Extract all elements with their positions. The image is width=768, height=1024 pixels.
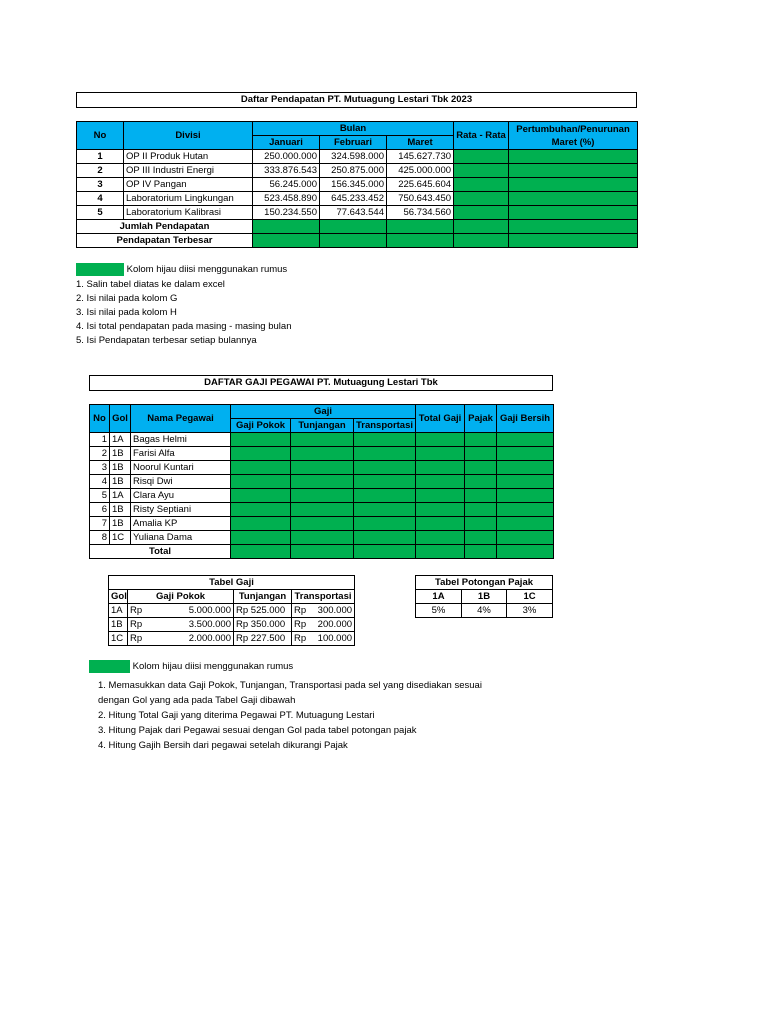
formula-cell[interactable] [497, 545, 554, 559]
total-row [90, 545, 554, 559]
formula-cell[interactable] [509, 220, 638, 234]
salary-table [89, 404, 554, 559]
formula-cell[interactable] [291, 545, 354, 559]
formula-cell[interactable] [416, 433, 465, 447]
table-row: 4 1B Risqi Dwi [90, 475, 554, 489]
formula-cell[interactable] [497, 489, 554, 503]
formula-cell[interactable] [497, 475, 554, 489]
formula-cell[interactable] [465, 447, 497, 461]
table-row: 1A Rp 5.000.000 Rp 525.000 Rp 300.000 [109, 604, 355, 618]
formula-cell[interactable] [465, 545, 497, 559]
header-no: No [77, 122, 124, 150]
formula-cell[interactable] [354, 531, 416, 545]
total-row [77, 220, 638, 234]
formula-cell[interactable] [291, 531, 354, 545]
formula-cell[interactable] [509, 192, 638, 206]
table-row: 1 OP II Produk Hutan 250.000.000 324.598.000 145.627.730 [77, 150, 638, 164]
formula-cell[interactable] [454, 206, 509, 220]
table-row: 2 1B Farisi Alfa [90, 447, 554, 461]
formula-cell[interactable] [497, 461, 554, 475]
formula-cell[interactable] [291, 447, 354, 461]
tabel-gaji-title: Tabel Gaji [109, 576, 355, 590]
formula-cell[interactable] [291, 503, 354, 517]
formula-cell[interactable] [497, 447, 554, 461]
header-no: No [90, 405, 110, 433]
table-row: 4 Laboratorium Lingkungan 523.458.890 645.233.452 750.643.450 [77, 192, 638, 206]
tabel-pajak-title: Tabel Potongan Pajak [416, 576, 553, 590]
formula-cell[interactable] [320, 234, 387, 248]
header-tunjangan: Tunjangan [291, 419, 354, 433]
formula-cell[interactable] [509, 150, 638, 164]
formula-cell[interactable] [387, 220, 454, 234]
table-row: 1C Rp 2.000.000 Rp 227.500 Rp 100.000 [109, 632, 355, 646]
formula-cell[interactable] [231, 461, 291, 475]
formula-cell[interactable] [465, 475, 497, 489]
table-row: 2 OP III Industri Energi 333.876.543 250.875.000 425.000.000 [77, 164, 638, 178]
header-pertumbuhan: Pertumbuhan/Penurunan Maret (%) [509, 122, 638, 150]
formula-cell[interactable] [253, 220, 320, 234]
formula-cell[interactable] [231, 517, 291, 531]
formula-cell[interactable] [231, 433, 291, 447]
formula-cell[interactable] [509, 206, 638, 220]
header-transportasi: Transportasi [354, 419, 416, 433]
formula-cell[interactable] [465, 531, 497, 545]
formula-cell[interactable] [291, 475, 354, 489]
formula-cell[interactable] [354, 461, 416, 475]
formula-cell[interactable] [291, 433, 354, 447]
formula-cell[interactable] [416, 447, 465, 461]
formula-cell[interactable] [497, 517, 554, 531]
formula-cell[interactable] [509, 178, 638, 192]
formula-cell[interactable] [231, 475, 291, 489]
table-row: 5 1A Clara Ayu [90, 489, 554, 503]
table-row: 5 Laboratorium Kalibrasi 150.234.550 77.643.544 56.734.560 [77, 206, 638, 220]
table-row: 1B Rp 3.500.000 Rp 350.000 Rp 200.000 [109, 618, 355, 632]
formula-cell[interactable] [454, 234, 509, 248]
header-rata-rata: Rata - Rata [454, 122, 509, 150]
formula-cell[interactable] [416, 503, 465, 517]
formula-cell[interactable] [454, 178, 509, 192]
formula-cell[interactable] [497, 433, 554, 447]
formula-cell[interactable] [454, 192, 509, 206]
revenue-table-title: Daftar Pendapatan PT. Mutuagung Lestari Tbk 2023 [76, 92, 637, 108]
formula-cell[interactable] [465, 489, 497, 503]
instructions-2: 1. Memasukkan data Gaji Pokok, Tunjangan, Transportasi pada sel yang disediakan sesuai dengan Gol yang ada pada Tabel Gaji dibawah 2. Hitung Total Gaji yang diterima Pegawai PT. Mutuagung Lestari 3. Hitung Pajak dari Pegawai sesuai dengan Gol pada tabel potongan pajak 4. Hitung Gajih Bersih dari pegawai setelah dikurangi Pajak [98, 680, 482, 751]
formula-cell[interactable] [354, 489, 416, 503]
table-row: 6 1B Risty Septiani [90, 503, 554, 517]
header-pajak: Pajak [465, 405, 497, 433]
formula-cell[interactable] [465, 433, 497, 447]
formula-cell[interactable] [354, 475, 416, 489]
formula-cell[interactable] [416, 545, 465, 559]
formula-cell[interactable] [465, 461, 497, 475]
formula-cell[interactable] [354, 433, 416, 447]
formula-cell[interactable] [416, 517, 465, 531]
tabel-potongan-pajak: Tabel Potongan Pajak 1A 1B 1C 5% 4% 3% [415, 575, 553, 618]
header-maret: Maret [387, 136, 454, 150]
formula-cell[interactable] [231, 531, 291, 545]
total-label: Total [90, 545, 231, 559]
formula-cell[interactable] [231, 447, 291, 461]
table-row: 5% 4% 3% [416, 604, 553, 618]
header-divisi: Divisi [124, 122, 253, 150]
formula-cell[interactable] [454, 150, 509, 164]
jumlah-pendapatan-label: Jumlah Pendapatan [77, 220, 253, 234]
formula-cell[interactable] [416, 461, 465, 475]
legend-1: Kolom hijau diisi menggunakan rumus [76, 263, 287, 277]
formula-cell[interactable] [416, 475, 465, 489]
formula-cell[interactable] [354, 517, 416, 531]
formula-cell[interactable] [465, 517, 497, 531]
formula-cell[interactable] [291, 461, 354, 475]
formula-cell[interactable] [387, 234, 454, 248]
formula-cell[interactable] [509, 164, 638, 178]
table-row: 3 OP IV Pangan 56.245.000 156.345.000 225.645.604 [77, 178, 638, 192]
formula-cell[interactable] [497, 531, 554, 545]
revenue-table [76, 121, 638, 248]
green-swatch [76, 263, 124, 276]
pendapatan-terbesar-label: Pendapatan Terbesar [77, 234, 253, 248]
green-swatch [89, 660, 130, 673]
header-bulan: Bulan [253, 122, 454, 136]
formula-cell[interactable] [354, 503, 416, 517]
header-total-gaji: Total Gaji [416, 405, 465, 433]
header-gaji-pokok: Gaji Pokok [231, 419, 291, 433]
table-row: 3 1B Noorul Kuntari [90, 461, 554, 475]
header-nama: Nama Pegawai [131, 405, 231, 433]
formula-cell[interactable] [320, 220, 387, 234]
header-gaji-bersih: Gaji Bersih [497, 405, 554, 433]
salary-table-title: DAFTAR GAJI PEGAWAI PT. Mutuagung Lestari Tbk [89, 375, 553, 391]
table-row: 7 1B Amalia KP [90, 517, 554, 531]
header-januari: Januari [253, 136, 320, 150]
tabel-gaji: Tabel Gaji Gol Gaji Pokok Tunjangan Transportasi 1A Rp 5.000.000 Rp 525.000 Rp 300.000 1B Rp 3.500.000 Rp 350.000 Rp 200.000 1C Rp 2.000.000 Rp 227.500 Rp 100.000 [108, 575, 355, 646]
formula-cell[interactable] [291, 489, 354, 503]
formula-cell[interactable] [454, 164, 509, 178]
legend-2: Kolom hijau diisi menggunakan rumus [89, 660, 293, 674]
formula-cell[interactable] [416, 531, 465, 545]
formula-cell[interactable] [497, 503, 554, 517]
formula-cell[interactable] [354, 545, 416, 559]
header-februari: Februari [320, 136, 387, 150]
formula-cell[interactable] [231, 545, 291, 559]
formula-cell[interactable] [354, 447, 416, 461]
header-gol: Gol [110, 405, 131, 433]
instructions-1: 1. Salin tabel diatas ke dalam excel 2. Isi nilai pada kolom G 3. Isi nilai pada kolom H 4. Isi total pendapatan pada masing - masing bulan 5. Isi Pendapatan terbesar setiap bulannya [76, 279, 292, 346]
max-row [77, 234, 638, 248]
formula-cell[interactable] [465, 503, 497, 517]
formula-cell[interactable] [509, 234, 638, 248]
formula-cell[interactable] [231, 489, 291, 503]
table-row: 8 1C Yuliana Dama [90, 531, 554, 545]
formula-cell[interactable] [231, 503, 291, 517]
header-gaji: Gaji [231, 405, 416, 419]
formula-cell[interactable] [416, 489, 465, 503]
formula-cell[interactable] [291, 517, 354, 531]
formula-cell[interactable] [454, 220, 509, 234]
table-row: 1 1A Bagas Helmi [90, 433, 554, 447]
formula-cell[interactable] [253, 234, 320, 248]
